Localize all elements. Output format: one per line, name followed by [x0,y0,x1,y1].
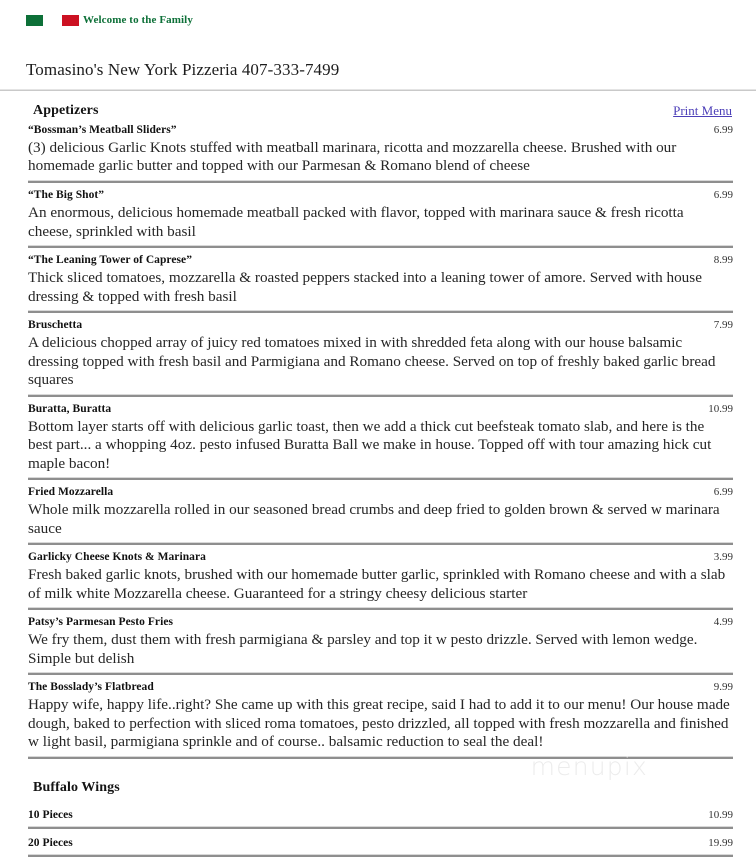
menu-item[interactable] [28,548,733,603]
appetizers-section-header [28,91,733,121]
menu-item-header [28,615,733,630]
italian-flag-green-icon [26,15,43,26]
italian-flag-red-icon [62,15,79,26]
menu-item-description: A delicious chopped array of juicy red tomatoes mixed in with shredded feta along with our house balsamic dressing topped with fresh basil and Parmigiana and Romano cheese. Served on top of freshly baked garlic bread squares [28,334,716,389]
item-divider [28,542,733,545]
item-divider [28,607,733,610]
logo-tagline: Welcome to the Family [83,14,193,26]
menu-item-name: Bruschetta [28,319,83,332]
menu-item[interactable] [28,186,733,241]
menupix-watermark: menupix [530,752,648,781]
menu-item-header [28,123,733,138]
menu-item-name: Patsy’s Parmesan Pesto Fries [28,616,174,629]
menu-item-price: 3.99 [713,551,733,564]
menu-item-header [28,188,733,203]
menu-item-price: 6.99 [713,189,733,202]
item-divider [28,180,733,183]
item-divider [28,672,733,675]
menu-item-price: 7.99 [713,319,733,332]
menu-item-price: 10.99 [708,808,733,821]
menu-item-description: Whole milk mozzarella rolled in our seasoned bread crumbs and deep fried to golden brown & served w marinara sauce [28,501,720,537]
menu-item[interactable] [28,483,733,538]
item-divider [28,756,733,759]
menu-item-name: Buratta, Buratta [28,402,112,415]
menu-item-description: (3) delicious Garlic Knots stuffed with meatball marinara, ricotta and mozzarella cheese. Brushed with our homemade garlic butter and topped with our Parmesan & Romano blend of cheese [28,138,677,175]
item-divider [28,245,733,248]
menu-item-price: 9.99 [713,681,733,694]
menu-item-name: “The Leaning Tower of Caprese” [28,254,193,267]
menu-item-header [28,253,733,268]
site-banner [0,0,756,44]
item-divider [28,477,733,480]
section-title-buffalo-wings: Buffalo Wings [33,779,120,795]
menu-item-name: “Bossman’s Meatball Sliders” [28,124,177,136]
menu-item-description: We fry them, dust them with fresh parmigiana & parsley and top it w pesto drizzle. Served with lemon wedge. Simple but delish [28,631,698,667]
menu-item-price: 4.99 [713,616,733,629]
menu-item[interactable] [28,678,733,752]
menu-item-description: An enormous, delicious homemade meatball packed with flavor, topped with marinara sauce & fresh ricotta cheese, sprinkled with basil [28,203,684,240]
menu-item-description: Happy wife, happy life..right? She came up with this great recipe, said I had to add it to our menu! Our house made dough, baked to perfection with sliced roma tomatoes, pesto drizzled, all topped with fresh mozzarella and finished w light basil, parmigiana sprinkle and of course.. balsamic reduction to seal the deal! [28,696,730,751]
page-title: Tomasino's New York Pizzeria 407-333-7499 [26,60,340,79]
menu-item-description: Fresh baked garlic knots, brushed with our homemade butter garlic, sprinkled with Romano cheese and with a slab of milk white Mozzarella cheese. Guaranteed for a stringy cheesy delicious starter [28,566,726,602]
menu-item[interactable] [28,121,733,176]
menu-item-name: Fried Mozzarella [28,486,114,499]
menu-item-name: “The Big Shot” [28,189,105,202]
menu-item-price: 8.99 [713,254,733,267]
menu-item-header [28,485,733,500]
menu-item[interactable] [28,251,733,306]
section-title-appetizers: Appetizers [33,103,99,118]
menu-item-name: The Bosslady’s Flatbread [28,681,154,694]
item-divider [28,854,733,857]
menu-item-header [28,402,733,417]
menu-item-description: Thick sliced tomatoes, mozzarella & roasted peppers stacked into a leaning tower of amore. Served with house dressing & topped with fresh basil [28,269,702,305]
menu-item[interactable] [28,804,733,823]
item-divider [28,826,733,829]
menu-item-price: 19.99 [708,836,733,849]
menu-item-header [28,550,733,565]
menu-item-description: Bottom layer starts off with delicious garlic toast, then we add a thick cut beefsteak tomato slab, and here is the best part... a whopping 4oz. pesto infused Buratta Ball we make in house. Topped off with tour amazing hick cut maple bacon! [28,417,712,472]
item-divider [28,394,733,397]
print-menu-link[interactable]: Print Menu [673,103,732,118]
menu-item-name: 20 Pieces [28,836,73,849]
item-divider [28,310,733,313]
menu-item-name: 10 Pieces [28,808,73,821]
menu-item-header [28,318,733,333]
menu-item[interactable] [28,613,733,668]
restaurant-header [0,44,756,84]
menu-content [0,91,756,857]
menu-item-price: 6.99 [713,486,733,499]
site-logo[interactable] [26,14,193,26]
menu-item[interactable] [28,400,733,474]
menu-item-name: Garlicky Cheese Knots & Marinara [28,551,206,564]
menu-item[interactable] [28,832,733,851]
menu-item-price: 10.99 [708,402,733,415]
menu-item-header [28,680,733,695]
menu-item[interactable] [28,316,733,390]
menu-item-price: 6.99 [713,124,733,136]
